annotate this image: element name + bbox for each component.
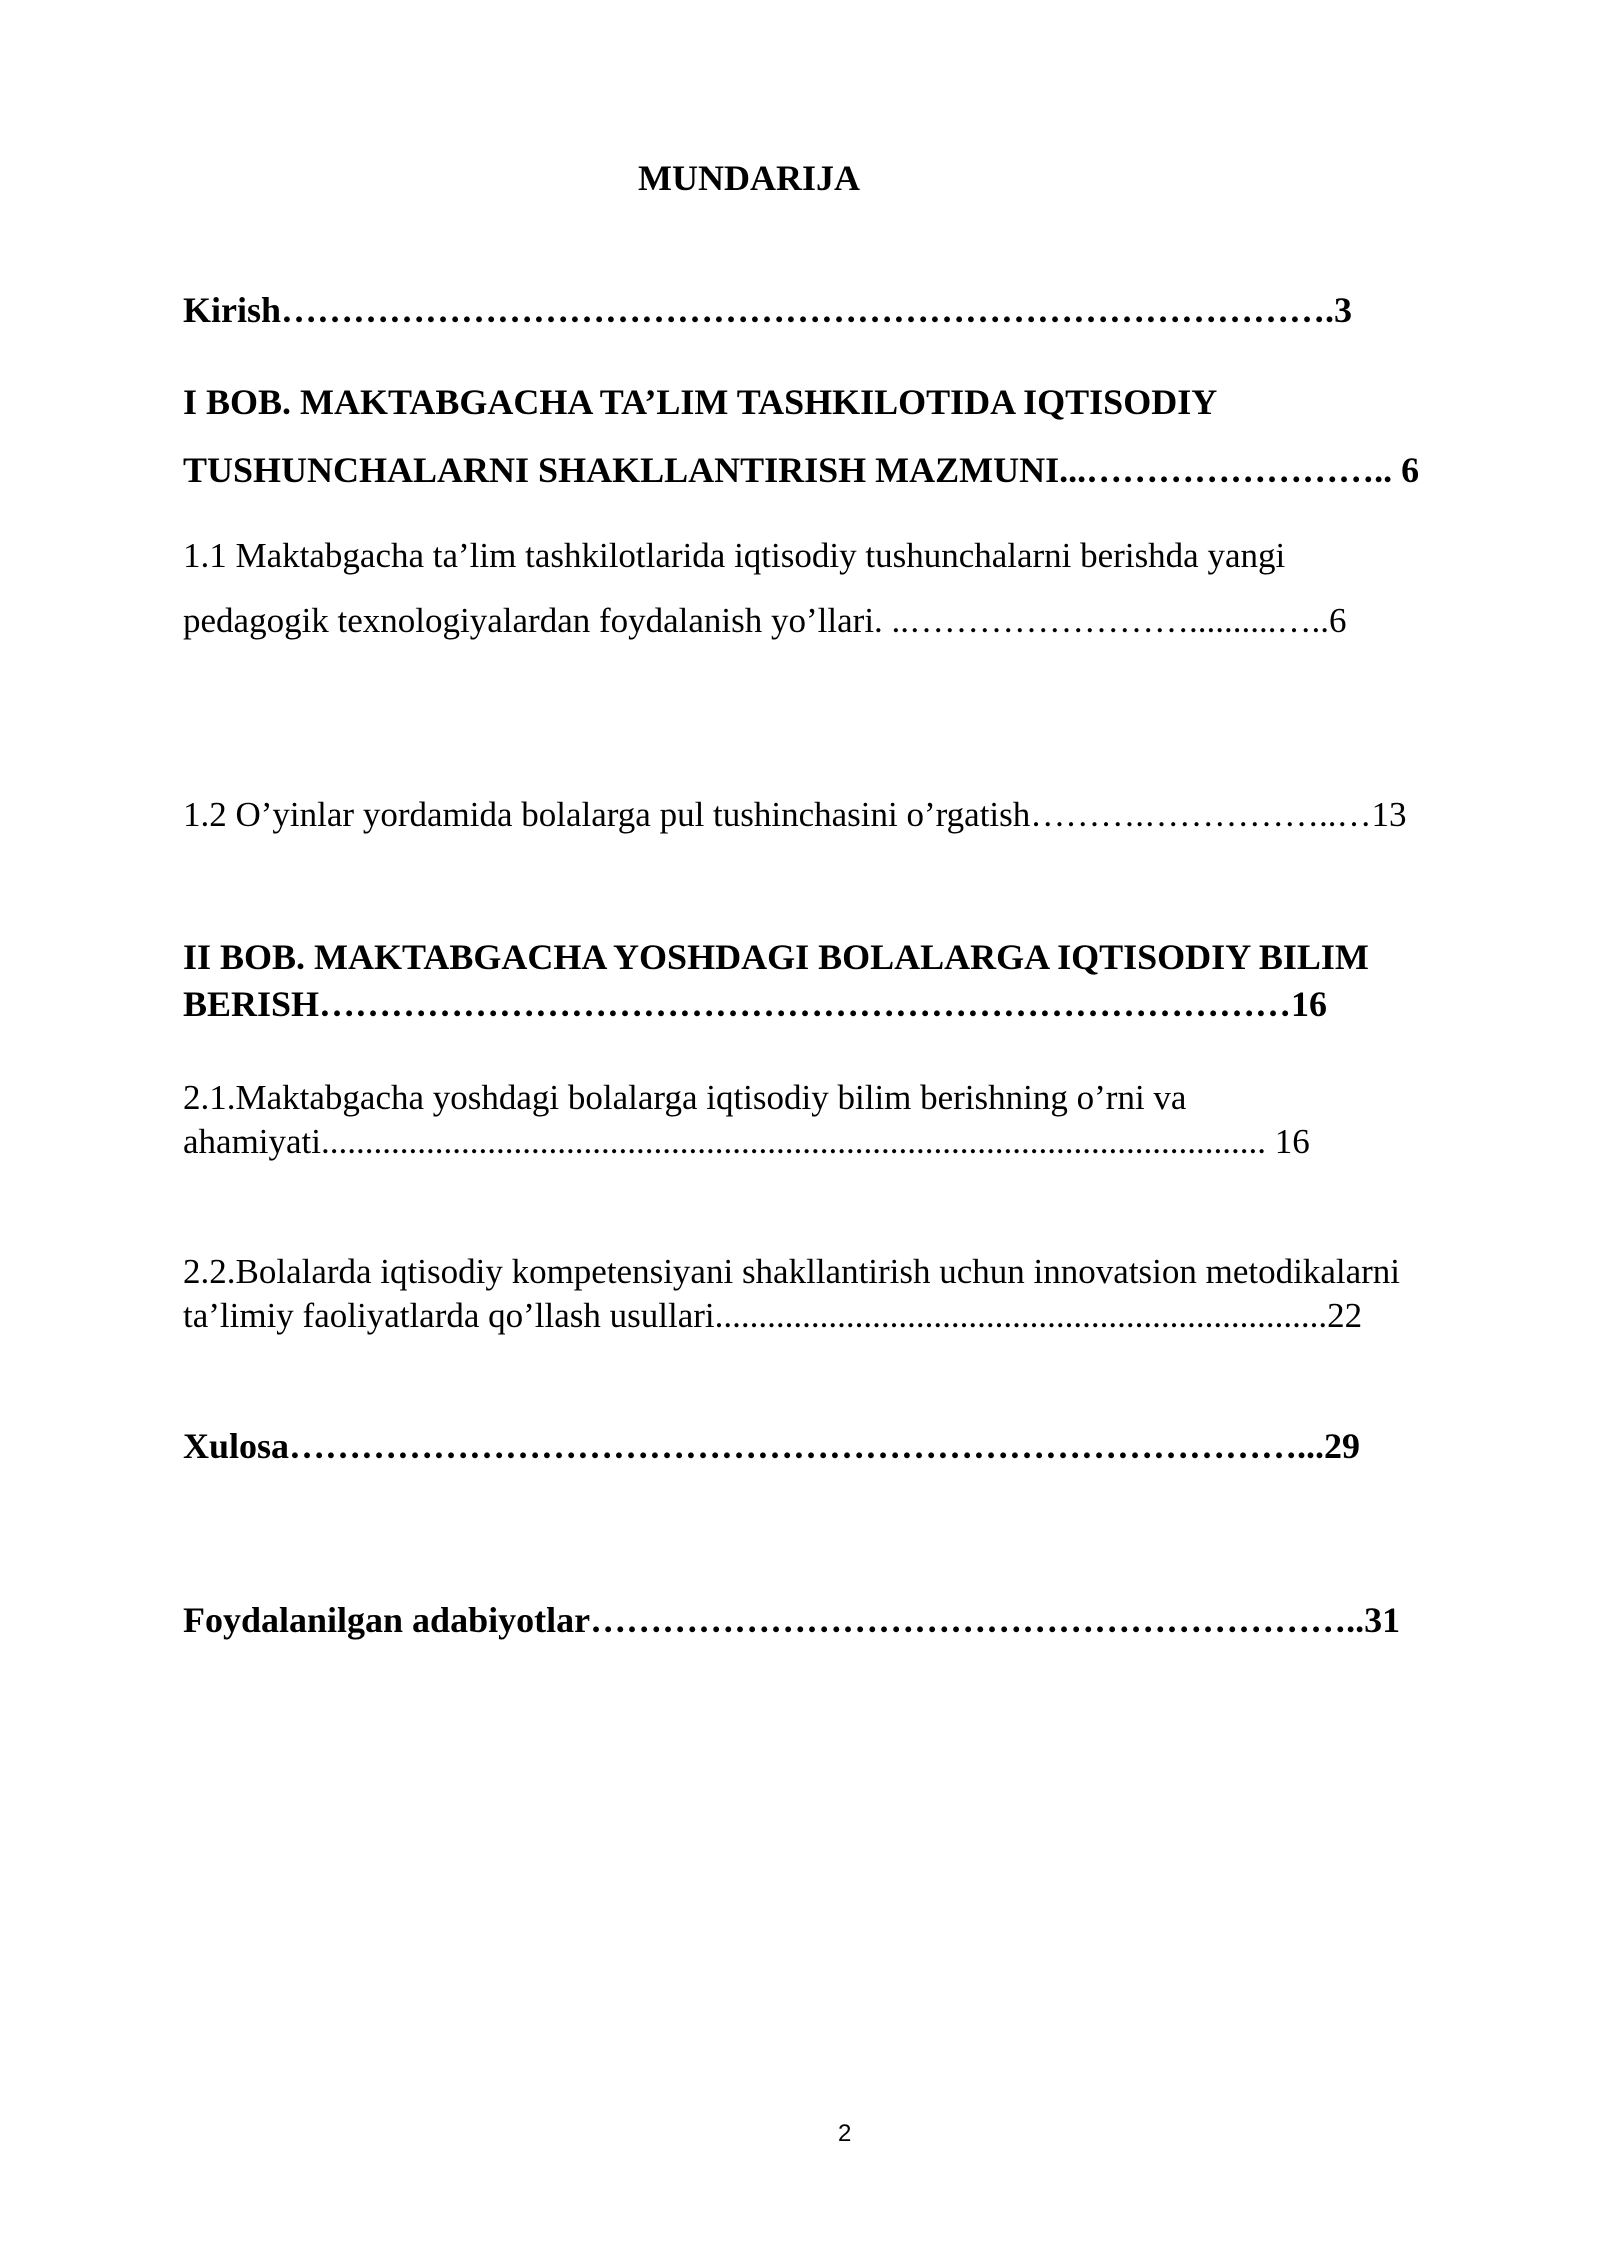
toc-chapter-1-line-1: I BOB. MAKTABGACHA TA’LIM TASHKILOTIDA IQTISODIY: [183, 382, 1218, 422]
toc-entry-adabiyotlar: Foydalanilgan adabiyotlar………………………………………………………..31: [183, 1600, 1401, 1640]
toc-chapter-2-line-2: BERISH………………………………………………………………………16: [183, 984, 1328, 1024]
toc-section-2-1-line-2: ahamiyati............................................................................................................ 16: [183, 1122, 1310, 1161]
toc-entry-xulosa: Xulosa…………………………………………………………………………...29: [183, 1426, 1361, 1466]
toc-chapter-1-line-2: TUSHUNCHALARNI SHAKLLANTIRISH MAZMUNI...…………………….. 6: [183, 450, 1420, 490]
toc-section-1-1-line-2: pedagogik texnologiyalardan foydalanish yo’llari. ..……………………..........…..6: [183, 601, 1347, 640]
page-title: MUNDARIJA: [638, 158, 860, 198]
toc-entry-kirish: Kirish…………………………………………………………………………….3: [183, 290, 1353, 330]
toc-chapter-2-line-1: II BOB. MAKTABGACHA YOSHDAGI BOLALARGA IQTISODIY BILIM: [183, 937, 1369, 977]
toc-section-2-1-line-1: 2.1.Maktabgacha yoshdagi bolalarga iqtisodiy bilim berishning o’rni va: [183, 1078, 1187, 1117]
toc-section-2-2-line-1: 2.2.Bolalarda iqtisodiy kompetensiyani shakllantirish uchun innovatsion metodikalarni: [183, 1252, 1401, 1291]
toc-section-1-2: 1.2 O’yinlar yordamida bolalarga pul tushinchasini o’rgatish……….……………..…13: [183, 795, 1407, 834]
toc-section-1-1-line-1: 1.1 Maktabgacha ta’lim tashkilotlarida iqtisodiy tushunchalarni berishda yangi: [183, 536, 1286, 575]
page-number: 2: [838, 2120, 852, 2147]
toc-section-2-2-line-2: ta’limiy faoliyatlarda qo’llash usullari......................................................................22: [183, 1296, 1363, 1335]
